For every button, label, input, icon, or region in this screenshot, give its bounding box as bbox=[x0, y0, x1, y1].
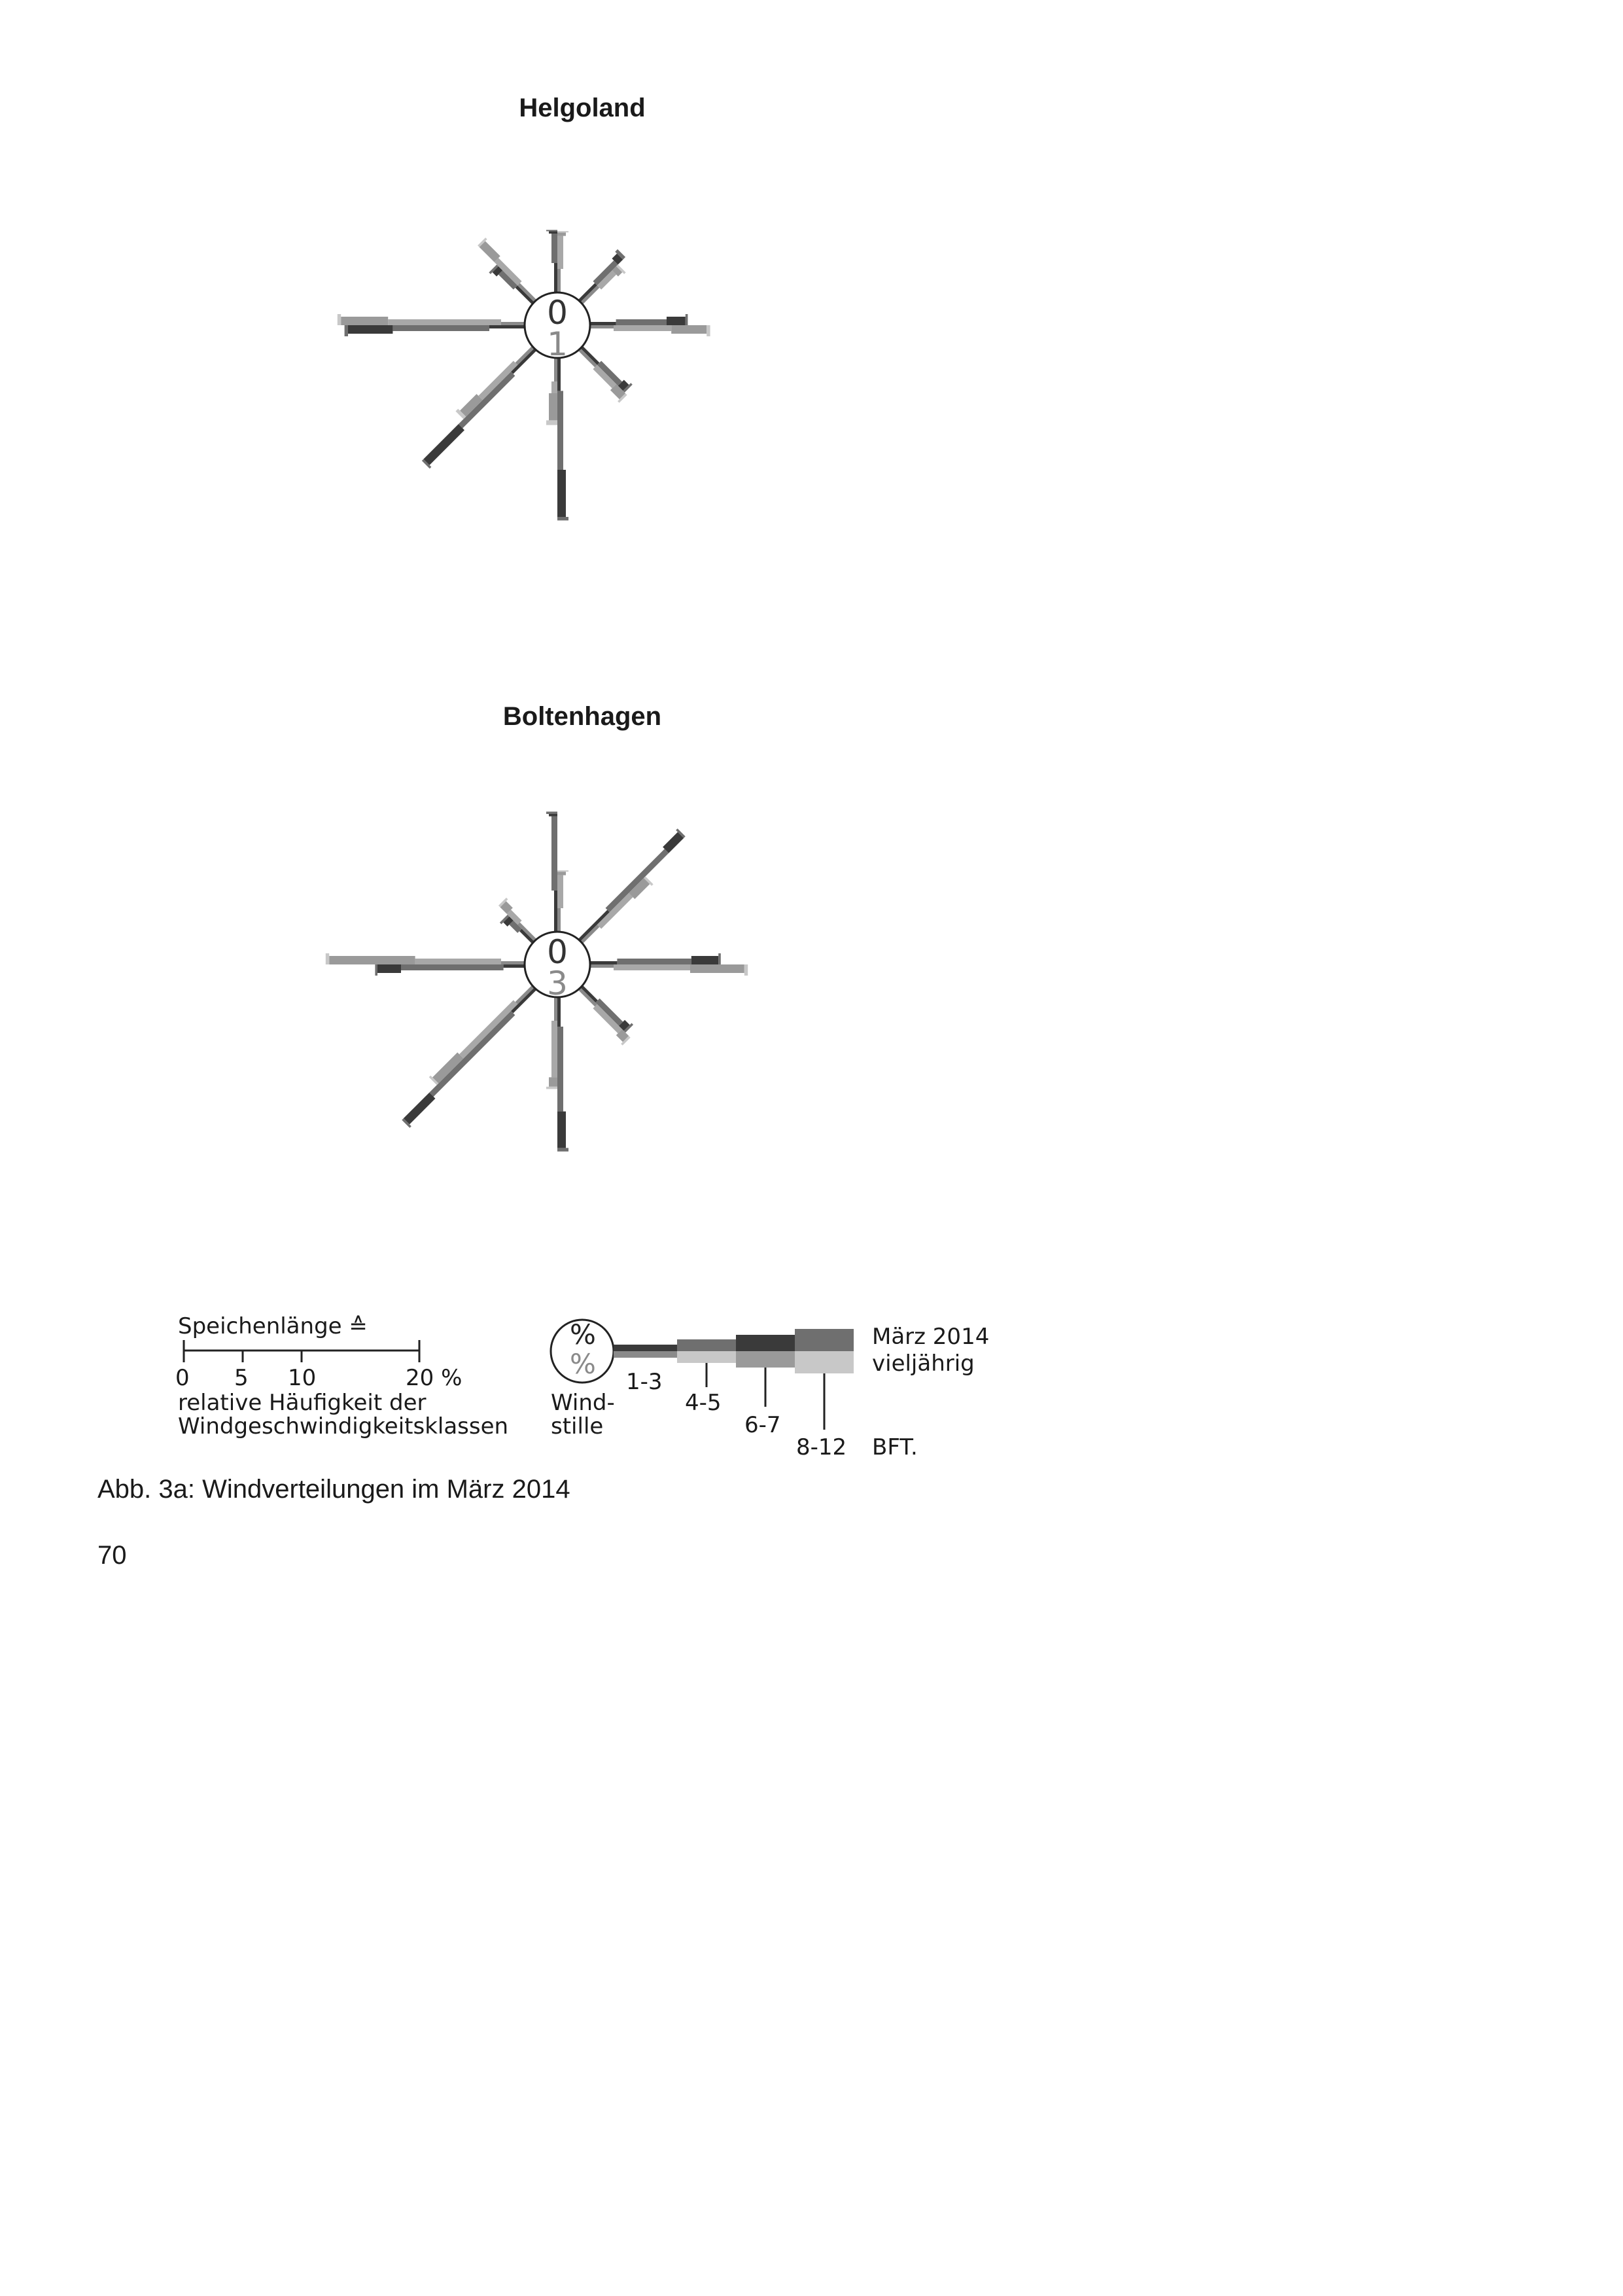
legend-class-label-4: 8-12 bbox=[796, 1434, 847, 1460]
legend-scale-title: Speichenlänge ≙ bbox=[178, 1313, 368, 1339]
rose-title-boltenhagen: Boltenhagen bbox=[502, 702, 662, 731]
page-number: 70 bbox=[97, 1541, 127, 1570]
calm-value-maerz-2014: 0 bbox=[547, 294, 568, 332]
legend-unit-label: BFT. bbox=[872, 1434, 918, 1460]
rose-title-helgoland: Helgoland bbox=[519, 94, 646, 122]
legend-calm-label-1: Wind- bbox=[551, 1390, 615, 1416]
figure-caption: Abb. 3a: Windverteilungen im März 2014 bbox=[97, 1475, 570, 1504]
legend-calm-symbol-top: % bbox=[570, 1318, 596, 1351]
legend-calm-symbol-bottom: % bbox=[570, 1348, 596, 1380]
calm-value-vieljaehrig: 3 bbox=[547, 964, 568, 1002]
legend-scale-tick-10: 10 bbox=[288, 1365, 317, 1391]
calm-value-maerz-2014: 0 bbox=[547, 933, 568, 971]
legend-scale-tick-20: 20 % bbox=[406, 1365, 462, 1391]
legend-class-label-1: 1-3 bbox=[626, 1369, 663, 1395]
legend-scale-bar bbox=[184, 1340, 419, 1362]
calm-value-vieljaehrig: 1 bbox=[547, 325, 568, 363]
legend-class-label-3: 6-7 bbox=[744, 1412, 781, 1438]
legend-series-label-1: März 2014 bbox=[872, 1324, 990, 1350]
legend-scale-tick-0: 0 bbox=[175, 1365, 190, 1391]
legend-scale-tick-5: 5 bbox=[234, 1365, 249, 1391]
legend-calm-label-2: stille bbox=[551, 1413, 604, 1439]
legend-series-label-2: vieljährig bbox=[872, 1351, 975, 1377]
legend-scale-desc-2: Windgeschwindigkeitsklassen bbox=[178, 1413, 509, 1439]
legend-scale-desc-1: relative Häufigkeit der bbox=[178, 1390, 427, 1416]
legend-class-label-2: 4-5 bbox=[685, 1390, 722, 1416]
